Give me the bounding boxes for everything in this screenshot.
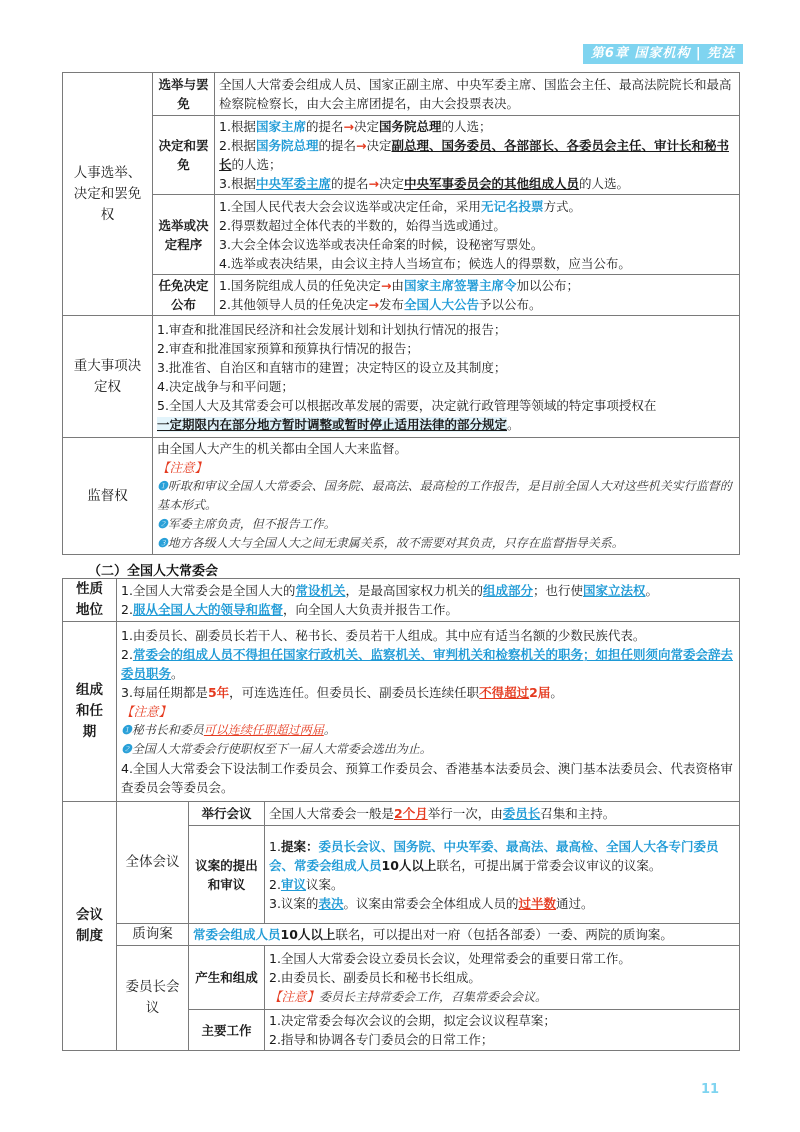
text-renmian: 1.国务院组成人员的任免决定→由国家主席签署主席令加以公布； 2.其他领导人员的任免决定→发布全国人大公告予以公布。 <box>215 275 740 316</box>
row-label-jiandu: 监督权 <box>63 438 153 555</box>
text-yian: 1.提案：委员长会议、国务院、中央军委、最高法、最高检、全国人大各专门委员会、常委会组成人员10人以上联名，可提出属于常委会议审议的议案。 2.审议议案。 3.议案的表决。议案由常委会全体组成人员的过半数通过。 <box>265 826 740 924</box>
label-zhuyao: 主要工作 <box>189 1010 265 1051</box>
text-jiandu: 由全国人大产生的机关都由全国人大来监督。 【注意】 ❶听取和审议全国人大常委会、国务院、最高法、最高检的工作报告，是目前全国人大对这些机关实行监督的基本形式。 ❷军委主席负责，但不报告工作。 ❸地方各级人大与全国人大之间无隶属关系，故不需要对其负责，只存在监督指导关系。 <box>153 438 740 555</box>
label-chengxu: 选举或决定程序 <box>153 195 215 275</box>
text-juxing: 全国人大常委会一般是2个月举行一次，由委员长召集和主持。 <box>265 802 740 826</box>
text-xuanju: 全国人大常委会组成人员、国家正副主席、中央军委主席、国监会主任、最高法院院长和最高检察院检察长，由大会主席团提名，由大会投票表决。 <box>215 73 740 116</box>
label-chansheng: 产生和组成 <box>189 946 265 1010</box>
label-weiyuanzhang: 委员长会议 <box>117 946 189 1051</box>
row-label-xingzhi: 性质地位 <box>63 579 117 622</box>
text-chengxu: 1.全国人民代表大会会议选举或决定任命，采用无记名投票方式。 2.得票数超过全体代表的半数的，始得当选或通过。 3.大会全体会议选举或表决任命案的时候，设秘密写票处。 4.选举或表决结果，由会议主持人当场宣布；候选人的得票数，应当公布。 <box>215 195 740 275</box>
npc-standing-committee-table <box>62 578 740 1051</box>
label-jueding: 决定和罢免 <box>153 116 215 195</box>
label-zhixun: 质询案 <box>117 924 189 946</box>
text-zucheng: 1.由委员长、副委员长若干人、秘书长、委员若干人组成。其中应有适当名额的少数民族代表。 2.常委会的组成人员不得担任国家行政机关、监察机关、审判机关和检察机关的职务；如担任则须向常委会辞去委员职务。 3.每届任期都是5年，可连选连任。但委员长、副委员长连续任职不得超过2届。 【注意】 ❶秘书长和委员可以连续任职超过两届。 ❷全国人大常委会行使职权至下一届人大常委会选出为止。 4.全国人大常委会下设法制工作委员会、预算工作委员会、香港基本法委员会、澳门基本法委员会、代表资格审查委员会等委员会。 <box>117 622 740 802</box>
label-quanti: 全体会议 <box>117 802 189 924</box>
row-label-zhongda: 重大事项决定权 <box>63 316 153 438</box>
text-jueding: 1.根据国家主席的提名→决定国务院总理的人选； 2.根据国务院总理的提名→决定副总理、国务委员、各部部长、各委员会主任、审计长和秘书长的人选； 3.根据中央军委主席的提名→决定中央军事委员会的其他组成人员的人选。 <box>215 116 740 195</box>
text-xingzhi: 1.全国人大常委会是全国人大的常设机关，是最高国家权力机关的组成部分；也行使国家立法权。 2.服从全国人大的领导和监督，向全国人大负责并报告工作。 <box>117 579 740 622</box>
row-label-huiyi: 会议制度 <box>63 802 117 1051</box>
label-renmian: 任免决定公布 <box>153 275 215 316</box>
label-juxing: 举行会议 <box>189 802 265 826</box>
text-zhongda: 1.审查和批准国民经济和社会发展计划和计划执行情况的报告； 2.审查和批准国家预算和预算执行情况的报告； 3.批准省、自治区和直辖市的建置；决定特区的设立及其制度； 4.决定战争与和平问题； 5.全国人大及其常委会可以根据改革发展的需要，决定就行政管理等领域的特定事项授权在 一定期限内在部分地方暂时调整或暂时停止适用法律的部分规定。 <box>153 316 740 438</box>
row-label-zucheng: 组成和任期 <box>63 622 117 802</box>
row-label-renshi: 人事选举、决定和罢免权 <box>63 73 153 316</box>
text-zhixun: 常委会组成人员10人以上联名，可以提出对一府（包括各部委）一委、两院的质询案。 <box>189 924 740 946</box>
text-zhuyao: 1.决定常委会每次会议的会期，拟定会议议程草案； 2.指导和协调各专门委员会的日常工作； <box>265 1010 740 1051</box>
label-xuanju: 选举与罢免 <box>153 73 215 116</box>
page-number: 11 <box>701 1082 720 1097</box>
text-chansheng: 1.全国人大常委会设立委员长会议，处理常委会的重要日常工作。 2.由委员长、副委员长和秘书长组成。 【注意】委员长主持常委会工作，召集常委会会议。 <box>265 946 740 1010</box>
npc-powers-table <box>62 72 740 555</box>
chapter-header: 第6章 国家机构 | 宪法 <box>583 44 743 64</box>
label-yian: 议案的提出和审议 <box>189 826 265 924</box>
section-title: （二）全国人大常委会 <box>88 564 219 579</box>
